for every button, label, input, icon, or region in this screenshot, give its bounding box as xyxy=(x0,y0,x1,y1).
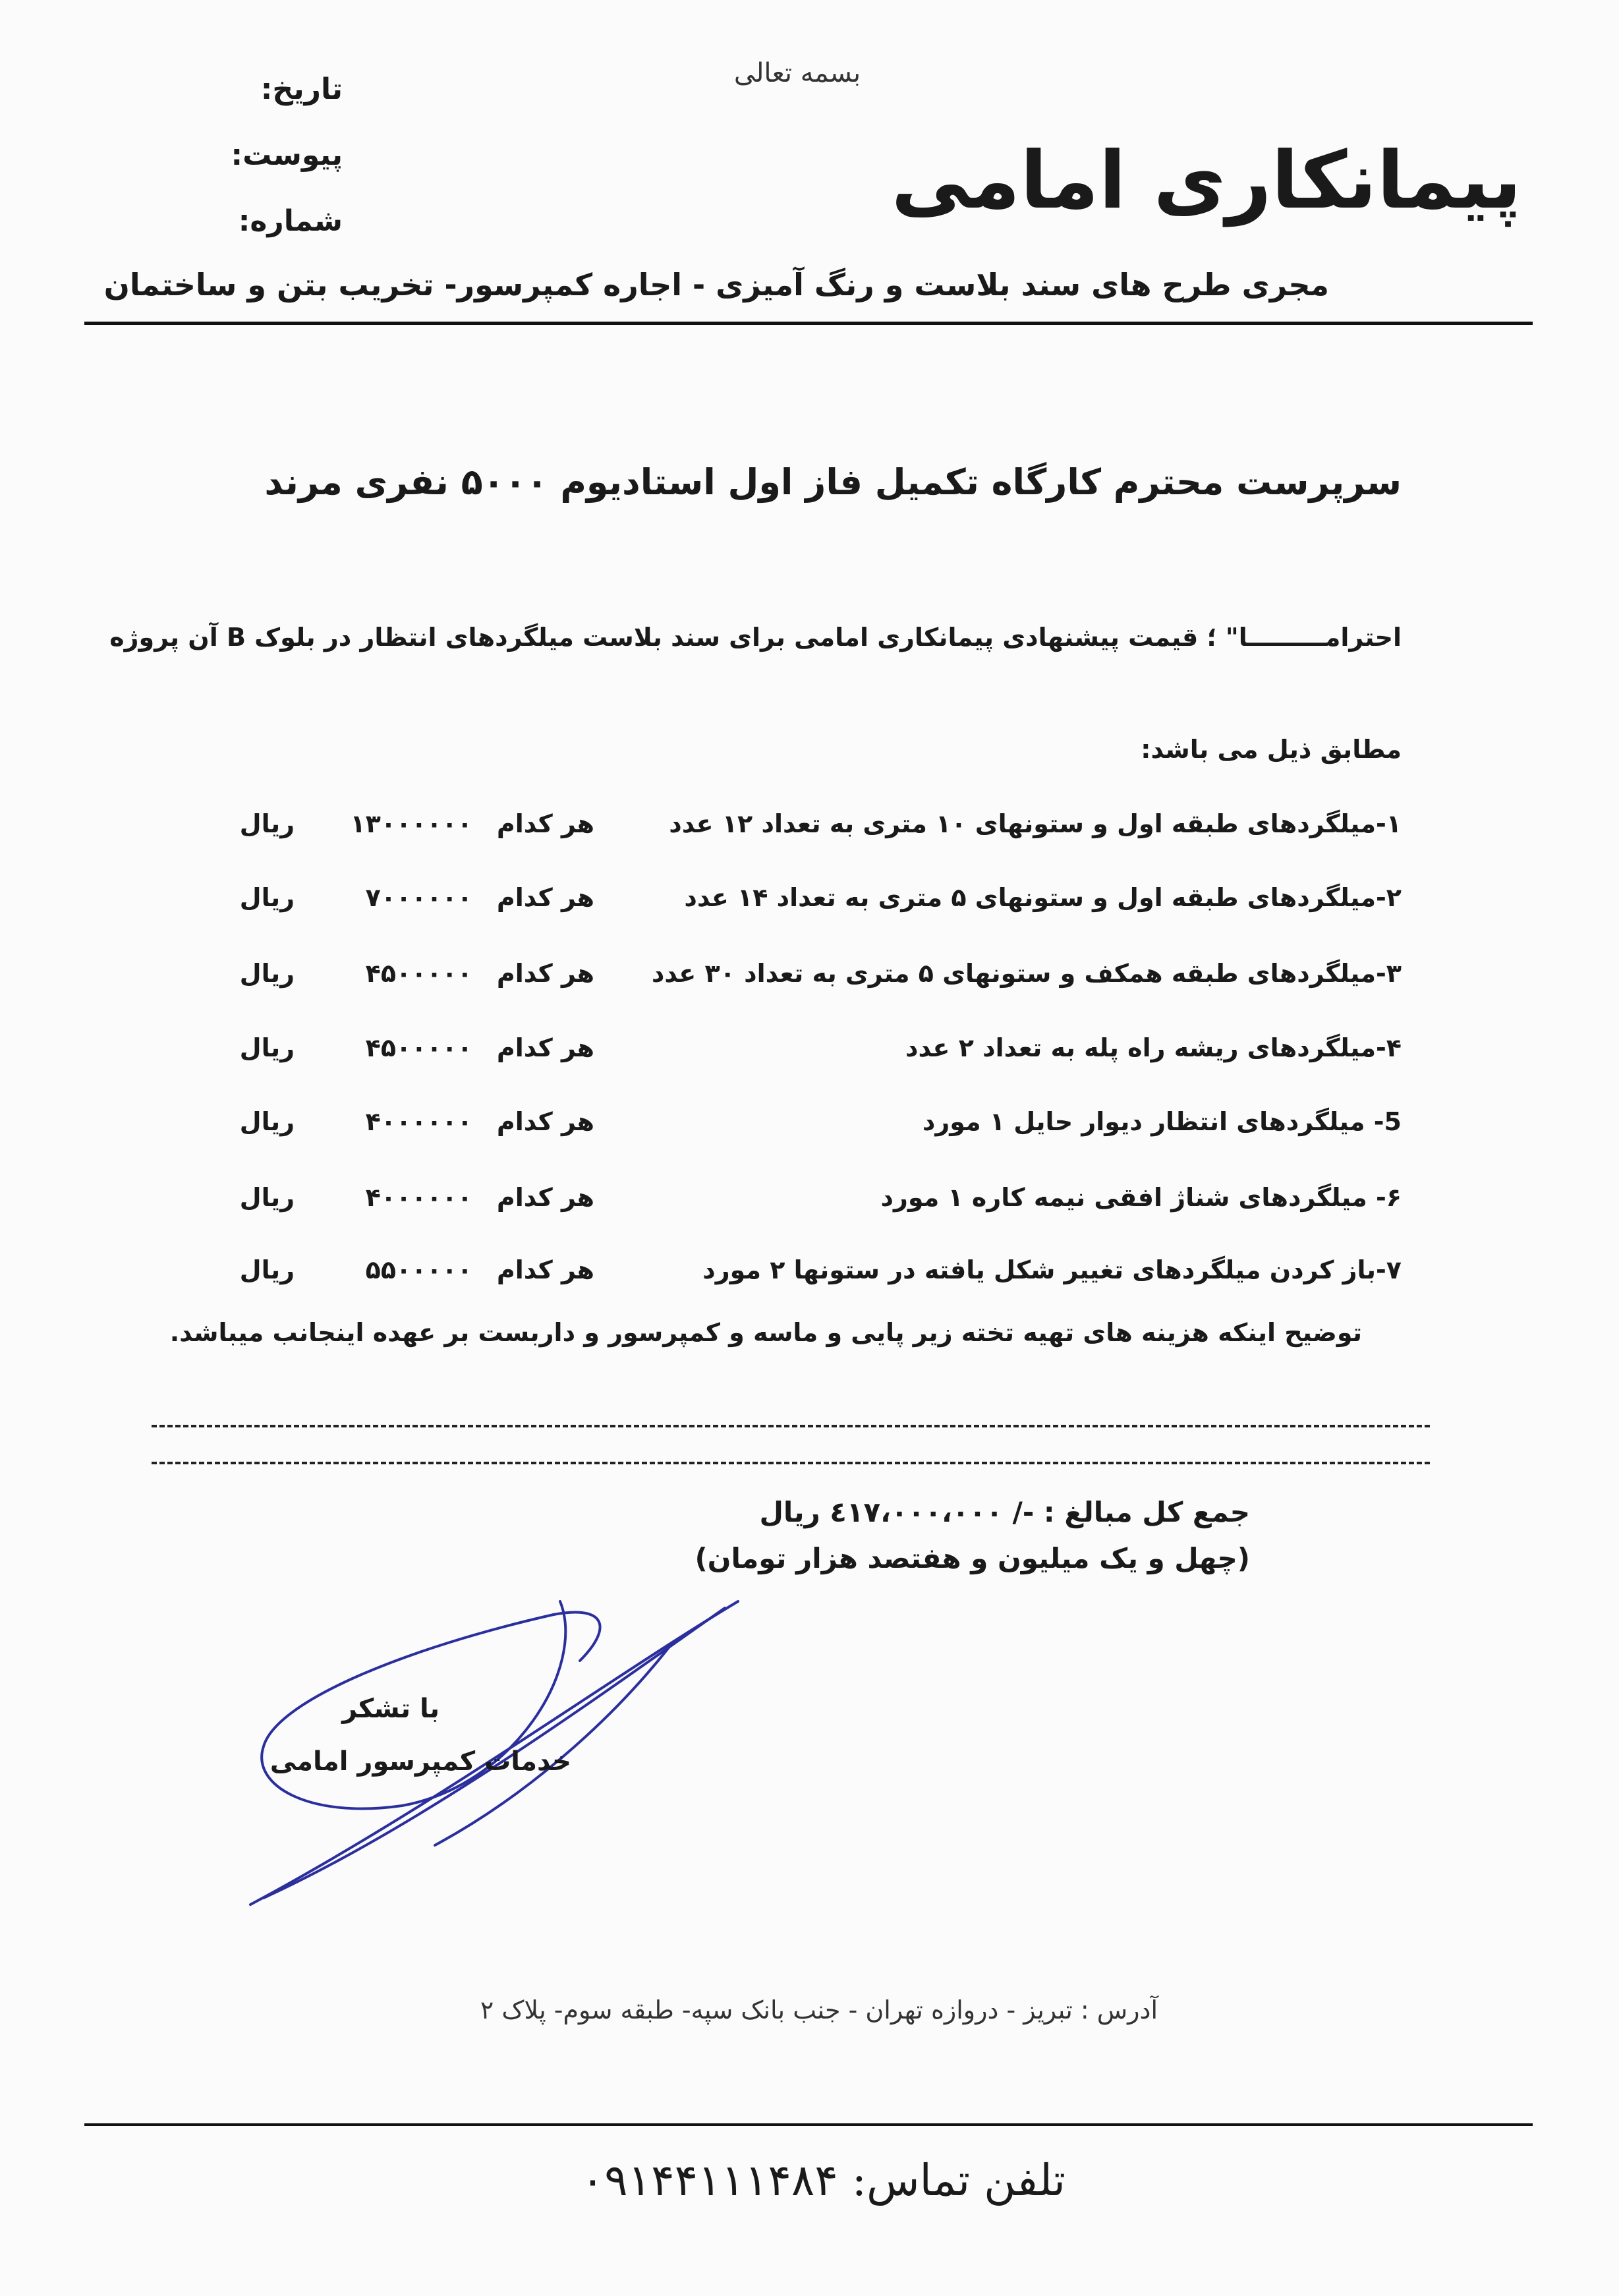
footer-address: آدرس : تبریز - دروازه تهران - جنب بانک سپه- طبقه سوم- پلاک ۲ xyxy=(480,1995,1158,2024)
item-each-label: هر کدام xyxy=(496,1107,594,1136)
item-amount: ۴۵۰۰۰۰۰ xyxy=(365,1033,472,1062)
item-description: ۳-میلگردهای طبقه همکف و ستونهای ۵ متری به تعداد ۳۰ عدد xyxy=(651,959,1402,988)
item-each-label: هر کدام xyxy=(496,883,594,912)
item-amount: ۷۰۰۰۰۰۰ xyxy=(365,883,472,912)
item-amount: ۴۰۰۰۰۰۰ xyxy=(365,1183,472,1212)
dashed-divider xyxy=(152,1462,1430,1464)
item-description: ۷-باز کردن میلگردهای تغییر شکل یافته در ستونها ۲ مورد xyxy=(702,1255,1402,1284)
total-line xyxy=(759,1496,1250,1528)
company-subtitle: مجری طرح های سند بلاست و رنگ آمیزی - اجاره کمپرسور- تخریب بتن و ساختمان xyxy=(103,267,1329,302)
price-item xyxy=(215,1033,1402,1073)
price-item xyxy=(215,809,1402,849)
item-unit: ریال xyxy=(239,1033,295,1062)
company-name: پیمانکاری امامی xyxy=(891,135,1521,227)
attachment-label: پیوست: xyxy=(231,138,343,172)
total-in-words: (چهل و یک میلیون و هفتصد هزار تومان) xyxy=(695,1542,1250,1574)
footer-phone: تلفن تماس: ۰۹۱۴۴۱۱۱۴۸۴ xyxy=(581,2155,1065,2206)
item-description: 5- میلگردهای انتظار دیوار حایل ۱ مورد xyxy=(922,1107,1402,1136)
item-unit: ریال xyxy=(239,1183,295,1212)
item-unit: ریال xyxy=(239,959,295,988)
item-unit: ریال xyxy=(239,883,295,912)
intro-line: احترامـــــــــا" ؛ قیمت پیشنهادی پیمانکاری امامی برای سند بلاست میلگردهای انتظار در بلوک B آن پروژه xyxy=(109,623,1402,652)
item-amount: ۴۰۰۰۰۰۰ xyxy=(365,1107,472,1136)
item-unit: ریال xyxy=(239,809,295,838)
item-description: ۱-میلگردهای طبقه اول و ستونهای ۱۰ متری به تعداد ۱۲ عدد xyxy=(669,809,1402,838)
item-amount: ۴۵۰۰۰۰۰ xyxy=(365,959,472,988)
intro-continuation: مطابق ذیل می باشد: xyxy=(1141,735,1402,764)
item-each-label: هر کدام xyxy=(496,1255,594,1284)
price-item xyxy=(215,883,1402,923)
item-amount: ۵۵۰۰۰۰۰ xyxy=(365,1255,472,1284)
item-unit: ریال xyxy=(239,1107,295,1136)
closing-thanks: با تشکر xyxy=(342,1694,440,1724)
dashed-divider xyxy=(152,1425,1430,1427)
item-description: ۴-میلگردهای ریشه راه پله به تعداد ۲ عدد xyxy=(905,1033,1402,1062)
total-amount: ٤١٧،٠٠٠،٠٠٠ ریال xyxy=(759,1496,1003,1528)
date-label: تاریخ: xyxy=(260,72,343,106)
number-label: شماره: xyxy=(238,204,343,238)
basmala: بسمه تعالی xyxy=(733,58,861,88)
footer-divider xyxy=(84,2123,1533,2126)
cost-note: توضیح اینکه هزینه های تهیه تخته زیر پایی و ماسه و کمپرسور و داربست بر عهده اینجانب میباشد. xyxy=(169,1318,1362,1347)
letter-meta xyxy=(231,72,343,270)
price-item xyxy=(215,1183,1402,1222)
item-each-label: هر کدام xyxy=(496,1033,594,1062)
closing-sender: خدمات کمپرسور امامی xyxy=(270,1746,571,1777)
item-description: ۲-میلگردهای طبقه اول و ستونهای ۵ متری به تعداد ۱۴ عدد xyxy=(684,883,1402,912)
item-each-label: هر کدام xyxy=(496,809,594,838)
header-divider xyxy=(84,322,1533,325)
total-label: جمع کل مبالغ : -/ xyxy=(1012,1496,1250,1528)
price-item xyxy=(215,1255,1402,1295)
price-item xyxy=(215,1107,1402,1147)
item-amount: ۱۳۰۰۰۰۰۰ xyxy=(350,809,472,838)
item-each-label: هر کدام xyxy=(496,1183,594,1212)
price-item xyxy=(215,959,1402,998)
item-each-label: هر کدام xyxy=(496,959,594,988)
recipient-line: سرپرست محترم کارگاه تکمیل فاز اول استادیوم ۵۰۰۰ نفری مرند xyxy=(264,461,1402,503)
item-description: ۶- میلگردهای شناژ افقی نیمه کاره ۱ مورد xyxy=(880,1183,1402,1212)
item-unit: ریال xyxy=(239,1255,295,1284)
